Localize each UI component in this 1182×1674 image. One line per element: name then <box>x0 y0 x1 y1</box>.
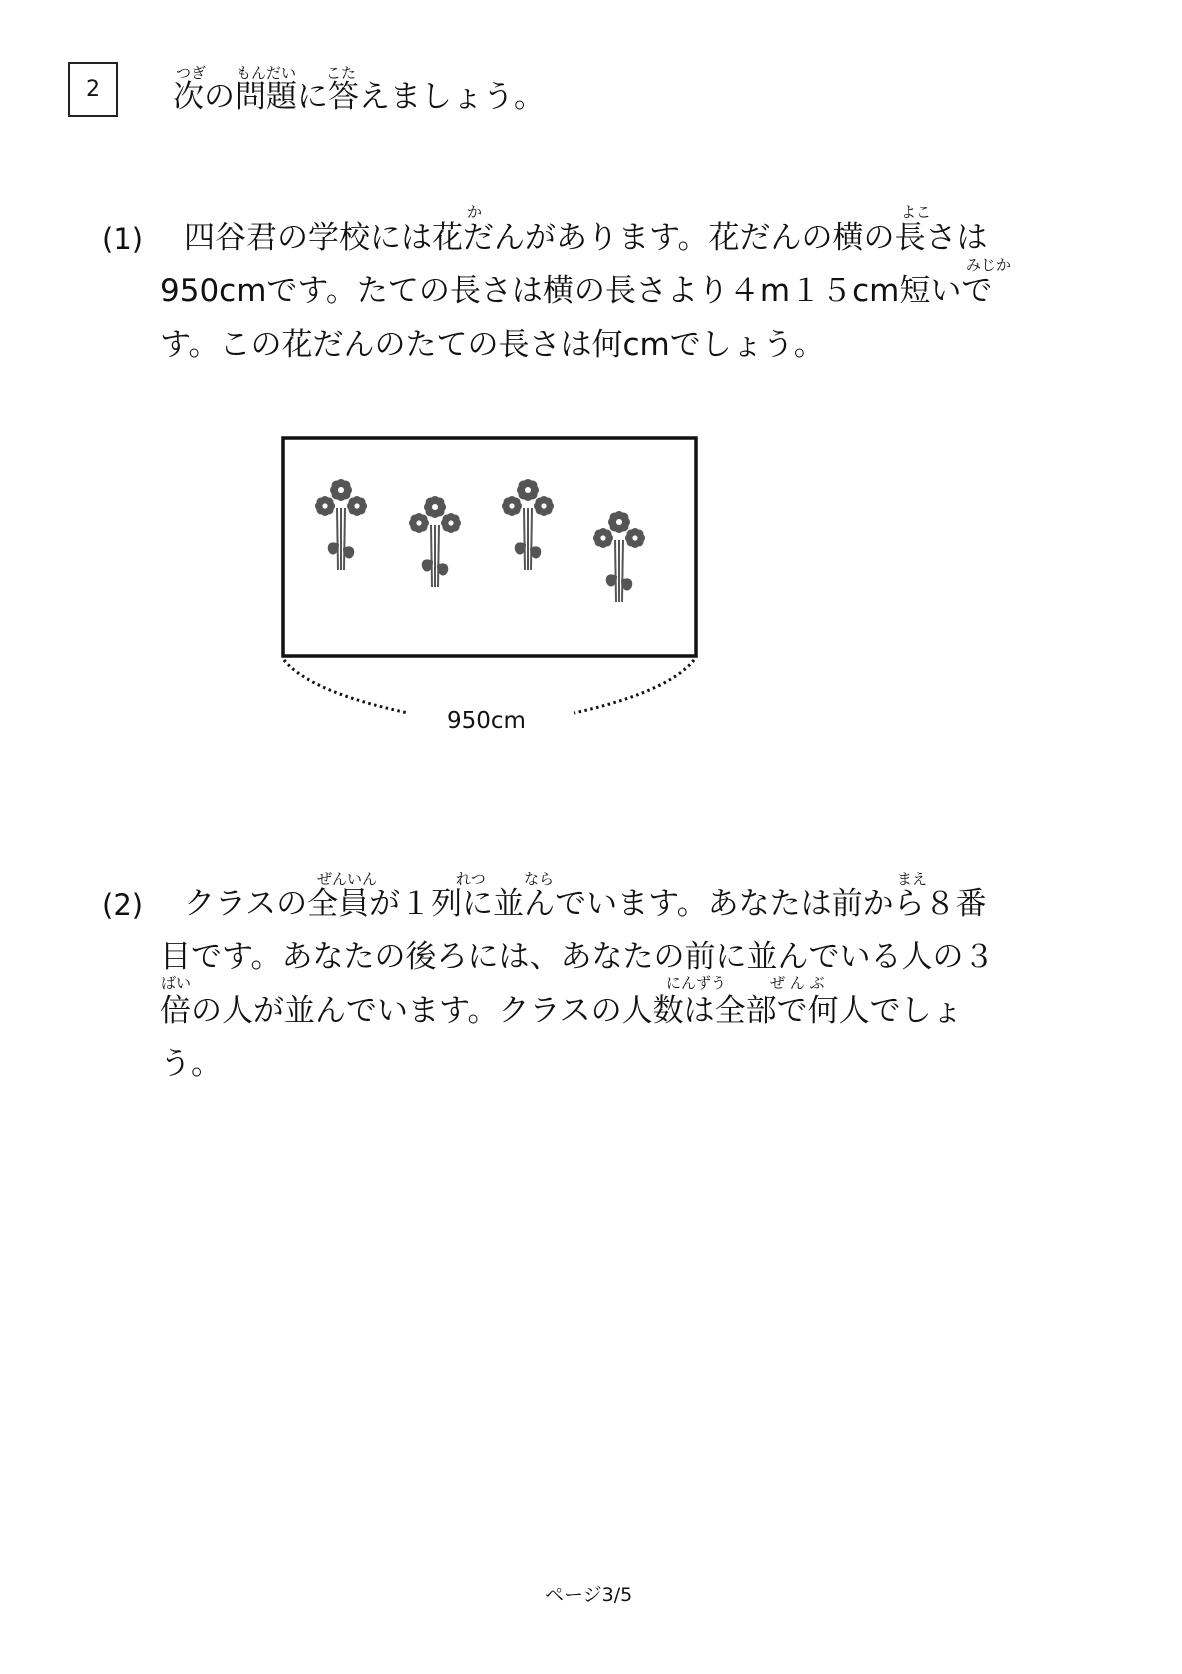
problem1-line-1: 四谷君の学校には花だんがあります。花だんの横の長さは <box>184 220 988 256</box>
dimension-arc-right <box>574 660 694 713</box>
problem2-line-4: う。 <box>160 1046 222 1082</box>
ruby-nara: なら <box>524 870 555 888</box>
problem2-line-1: クラスの全員が１列に並んでいます。あなたは前から８番 <box>184 886 987 922</box>
ruby-zenbu: ぜ ん ぶ <box>770 974 825 992</box>
width-label: 950cm <box>447 708 526 734</box>
ruby-kota: こた <box>326 64 357 82</box>
question-number-box <box>68 62 118 117</box>
problem2-label: (2) <box>102 888 144 922</box>
ruby-ka: か <box>467 203 483 221</box>
ruby-bai: ばい <box>161 974 192 992</box>
flowerbed-figure <box>270 430 710 730</box>
ruby-tsugi: つぎ <box>176 64 207 82</box>
ruby-retsu: れつ <box>456 870 486 888</box>
problem1-line-3: す。この花だんのたての長さは何cmでしょう。 <box>160 327 825 363</box>
question-number: 2 <box>86 77 100 102</box>
question-instruction: 次の問題に答えましょう。 <box>173 79 545 115</box>
ruby-yoko: よこ <box>901 203 932 221</box>
problem2-line-3: 倍の人が並んでいます。クラスの人数は全部で何人でしょ <box>160 993 963 1029</box>
ruby-zenin: ぜんいん <box>317 870 378 888</box>
problem2-line-2: 目です。あなたの後ろには、あなたの前に並んでいる人の３ <box>160 939 995 975</box>
problem1-line-2: 950cmです。たての長さは横の長さより４m１５cm短いで <box>160 273 993 309</box>
page-indicator: ページ3/5 <box>545 1584 633 1606</box>
ruby-mijika: みじか <box>966 256 1012 274</box>
dimension-arc-left <box>284 660 408 713</box>
ruby-mondai: もんだい <box>236 64 297 82</box>
ruby-ninzu: にんずう <box>666 974 727 992</box>
problem1-label: (1) <box>102 222 144 256</box>
ruby-mae: まえ <box>897 870 928 888</box>
